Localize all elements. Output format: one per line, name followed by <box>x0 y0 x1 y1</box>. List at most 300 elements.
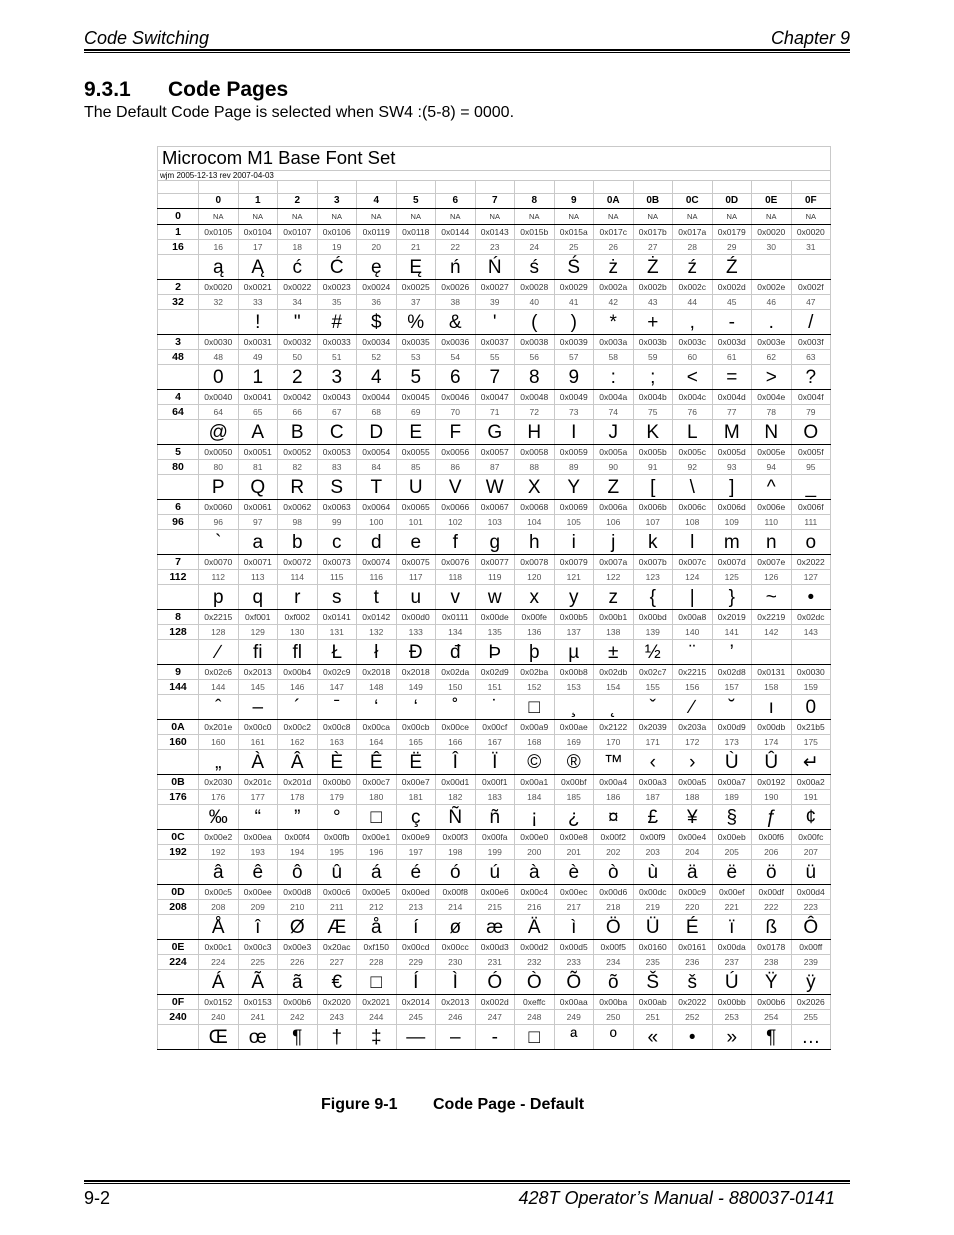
decimal-cell: 44 <box>673 295 713 310</box>
decimal-cell: 122 <box>594 570 634 585</box>
glyph-cell: ł <box>357 640 397 665</box>
row-glyphs <box>158 860 831 885</box>
decimal-cell: 65 <box>238 405 278 420</box>
row-dec-label: 32 <box>158 295 199 310</box>
code-cell: 0x015b <box>515 225 555 240</box>
decimal-cell: 144 <box>199 680 239 695</box>
code-page-table-body <box>158 147 831 1050</box>
glyph-cell: 0 <box>199 365 239 390</box>
decimal-cell: 186 <box>594 790 634 805</box>
code-cell: 0x00a1 <box>515 775 555 790</box>
blank-cell <box>475 181 515 194</box>
decimal-cell: 27 <box>633 240 673 255</box>
code-cell: 0x00d2 <box>515 940 555 955</box>
code-cell: 0x00cf <box>475 720 515 735</box>
row-hex-label: 9 <box>158 665 199 680</box>
code-cell: 0x2020 <box>317 995 357 1010</box>
decimal-cell: 161 <box>238 735 278 750</box>
glyph-cell: Ń <box>475 255 515 280</box>
row-dec-label: 128 <box>158 625 199 640</box>
code-cell: 0x002a <box>594 280 634 295</box>
column-header: 4 <box>357 194 397 209</box>
column-header: 0E <box>752 194 792 209</box>
decimal-cell: 108 <box>673 515 713 530</box>
decimal-cell: 216 <box>515 900 555 915</box>
table-title: Microcom M1 Base Font Set <box>158 147 831 171</box>
glyph-cell: s <box>317 585 357 610</box>
glyph-cell: ↵ <box>791 750 831 775</box>
decimal-cell: 224 <box>199 955 239 970</box>
decimal-cell: 238 <box>752 955 792 970</box>
code-cell: 0x20ac <box>317 940 357 955</box>
code-cell: 0x0042 <box>278 390 318 405</box>
code-cell: 0x2013 <box>436 995 476 1010</box>
decimal-cell: 59 <box>633 350 673 365</box>
decimal-cell: 199 <box>475 845 515 860</box>
glyph-cell: ÿ <box>791 970 831 995</box>
decimal-cell: 48 <box>199 350 239 365</box>
code-cell: 0x003f <box>791 335 831 350</box>
code-cell: 0x2215 <box>199 610 239 625</box>
row-glyphs <box>158 805 831 830</box>
glyph-cell: 2 <box>278 365 318 390</box>
code-cell: 0x00b8 <box>554 665 594 680</box>
glyph-cell: □ <box>515 1025 555 1050</box>
glyph-cell: F <box>436 420 476 445</box>
decimal-cell: 150 <box>436 680 476 695</box>
code-cell: 0x02d9 <box>475 665 515 680</box>
code-cell: 0x00f1 <box>475 775 515 790</box>
code-cell: 0x00bd <box>633 610 673 625</box>
decimal-cell: 76 <box>673 405 713 420</box>
glyph-cell: @ <box>199 420 239 445</box>
code-cell: 0xf001 <box>238 610 278 625</box>
code-cell: 0x21b5 <box>791 720 831 735</box>
code-cell: 0x0035 <box>396 335 436 350</box>
decimal-cell: 52 <box>357 350 397 365</box>
decimal-cell: 239 <box>791 955 831 970</box>
decimal-cell: 90 <box>594 460 634 475</box>
code-cell: NA <box>791 209 831 225</box>
decimal-cell: 252 <box>673 1010 713 1025</box>
glyph-cell: ﬂ <box>278 640 318 665</box>
glyph-cell: Ź <box>712 255 752 280</box>
row-hex-label: 4 <box>158 390 199 405</box>
code-cell: 0x0057 <box>475 445 515 460</box>
decimal-cell: 83 <box>317 460 357 475</box>
decimal-cell: 140 <box>673 625 713 640</box>
row-label-spacer <box>158 750 199 775</box>
code-cell: 0x006f <box>791 500 831 515</box>
code-cell: 0x0106 <box>317 225 357 240</box>
glyph-cell: Œ <box>199 1025 239 1050</box>
glyph-cell: = <box>712 365 752 390</box>
code-cell: 0x004e <box>752 390 792 405</box>
code-cell: 0x0074 <box>357 555 397 570</box>
code-cell: 0x02d8 <box>712 665 752 680</box>
glyph-cell: Ł <box>317 640 357 665</box>
decimal-cell: 197 <box>396 845 436 860</box>
code-cell: 0x00c7 <box>357 775 397 790</box>
decimal-cell: 35 <box>317 295 357 310</box>
glyph-cell: Ô <box>791 915 831 940</box>
code-cell: 0x00d0 <box>396 610 436 625</box>
row-glyphs <box>158 915 831 940</box>
glyph-cell: ã <box>278 970 318 995</box>
glyph-cell: Ë <box>396 750 436 775</box>
code-cell: 0x2013 <box>238 665 278 680</box>
code-cell: 0x00d3 <box>475 940 515 955</box>
code-cell: 0x00e4 <box>673 830 713 845</box>
decimal-cell: 22 <box>436 240 476 255</box>
glyph-cell: – <box>436 1025 476 1050</box>
code-cell: 0x00da <box>712 940 752 955</box>
decimal-cell: 240 <box>199 1010 239 1025</box>
code-cell: 0x0064 <box>357 500 397 515</box>
decimal-cell: 148 <box>357 680 397 695</box>
code-cell: 0x2215 <box>673 665 713 680</box>
code-cell: 0x2219 <box>752 610 792 625</box>
decimal-cell: 250 <box>594 1010 634 1025</box>
decimal-cell: 129 <box>238 625 278 640</box>
code-cell: 0x0061 <box>238 500 278 515</box>
decimal-cell: 145 <box>238 680 278 695</box>
glyph-cell: È <box>317 750 357 775</box>
code-cell: 0x00c2 <box>278 720 318 735</box>
code-cell: 0x00c9 <box>673 885 713 900</box>
decimal-cell: 230 <box>436 955 476 970</box>
glyph-cell: À <box>238 750 278 775</box>
code-cell: 0x00f3 <box>436 830 476 845</box>
glyph-cell: â <box>199 860 239 885</box>
decimal-cell: 191 <box>791 790 831 805</box>
row-label-spacer <box>158 530 199 555</box>
glyph-cell: Î <box>436 750 476 775</box>
glyph-cell: ü <box>791 860 831 885</box>
decimal-cell: 38 <box>436 295 476 310</box>
decimal-cell: 77 <box>712 405 752 420</box>
column-header: 0C <box>673 194 713 209</box>
glyph-cell: ) <box>554 310 594 335</box>
row-hex-label: 0A <box>158 720 199 735</box>
code-cell: 0x00eb <box>712 830 752 845</box>
code-cell: 0x00c3 <box>238 940 278 955</box>
row-codes <box>158 335 831 350</box>
glyph-cell: õ <box>594 970 634 995</box>
glyph-cell: . <box>752 310 792 335</box>
glyph-cell: L <box>673 420 713 445</box>
glyph-cell: Õ <box>554 970 594 995</box>
decimal-cell: 225 <box>238 955 278 970</box>
row-glyphs <box>158 750 831 775</box>
glyph-cell: º <box>594 1025 634 1050</box>
decimal-cell: 134 <box>436 625 476 640</box>
code-cell: 0x004b <box>633 390 673 405</box>
glyph-cell: v <box>436 585 476 610</box>
decimal-cell: 70 <box>436 405 476 420</box>
code-cell: 0x0066 <box>436 500 476 515</box>
code-cell: 0x00f9 <box>633 830 673 845</box>
decimal-cell: 138 <box>594 625 634 640</box>
glyph-cell: W <box>475 475 515 500</box>
code-cell: 0x006d <box>712 500 752 515</box>
glyph-cell: R <box>278 475 318 500</box>
code-cell: 0x0118 <box>396 225 436 240</box>
page-number: 9-2 <box>84 1188 111 1208</box>
row-decimals <box>158 295 831 310</box>
glyph-cell: 1 <box>238 365 278 390</box>
code-cell: 0x00d9 <box>712 720 752 735</box>
glyph-cell: q <box>238 585 278 610</box>
decimal-cell: 160 <box>199 735 239 750</box>
decimal-cell: 189 <box>712 790 752 805</box>
decimal-cell: 46 <box>752 295 792 310</box>
column-header: 2 <box>278 194 318 209</box>
code-cell: 0x00e0 <box>515 830 555 845</box>
code-cell: 0x0027 <box>475 280 515 295</box>
glyph-cell: ï <box>712 915 752 940</box>
code-cell: NA <box>673 209 713 225</box>
blank-row <box>158 181 831 194</box>
code-cell: 0x00cd <box>396 940 436 955</box>
code-cell: 0x00c6 <box>317 885 357 900</box>
code-cell: 0x00a5 <box>673 775 713 790</box>
blank-cell <box>791 181 831 194</box>
code-cell: 0x0039 <box>554 335 594 350</box>
row-glyphs <box>158 255 831 280</box>
code-cell: 0x02ba <box>515 665 555 680</box>
decimal-cell: 63 <box>791 350 831 365</box>
manual-title: 428T Operator’s Manual - 880037-0141 <box>518 1188 835 1208</box>
row-hex-label: 7 <box>158 555 199 570</box>
column-header: 7 <box>475 194 515 209</box>
code-cell: NA <box>515 209 555 225</box>
decimal-cell: 255 <box>791 1010 831 1025</box>
code-cell: 0x2018 <box>357 665 397 680</box>
decimal-cell: 228 <box>357 955 397 970</box>
decimal-cell: 223 <box>791 900 831 915</box>
row-codes <box>158 555 831 570</box>
row-0 <box>158 209 831 225</box>
decimal-cell: 123 <box>633 570 673 585</box>
decimal-cell: 130 <box>278 625 318 640</box>
glyph-cell: Z <box>594 475 634 500</box>
glyph-cell: ç <box>396 805 436 830</box>
decimal-cell: 117 <box>396 570 436 585</box>
glyph-cell: ú <box>475 860 515 885</box>
code-cell: 0x007c <box>673 555 713 570</box>
code-cell: 0x2122 <box>594 720 634 735</box>
code-cell: 0x002f <box>791 280 831 295</box>
code-cell: 0x0020 <box>199 280 239 295</box>
glyph-cell: 3 <box>317 365 357 390</box>
code-cell: 0x017b <box>633 225 673 240</box>
glyph-cell: ë <box>712 860 752 885</box>
code-cell: 0x007d <box>712 555 752 570</box>
code-cell: 0x0078 <box>515 555 555 570</box>
glyph-cell: Ì <box>436 970 476 995</box>
code-cell: 0x0076 <box>436 555 476 570</box>
code-cell: 0x0131 <box>752 665 792 680</box>
code-cell: 0x00a9 <box>515 720 555 735</box>
glyph-cell: Ð <box>396 640 436 665</box>
section-intro: The Default Code Page is selected when SW4 :(5-8) = 0000. <box>84 104 515 121</box>
glyph-cell: ¨ <box>673 640 713 665</box>
row-codes <box>158 390 831 405</box>
decimal-cell: 204 <box>673 845 713 860</box>
decimal-cell: 43 <box>633 295 673 310</box>
code-cell: 0x00b6 <box>278 995 318 1010</box>
code-cell: 0x0065 <box>396 500 436 515</box>
glyph-cell <box>752 640 792 665</box>
code-cell: NA <box>238 209 278 225</box>
code-cell: 0x00f6 <box>752 830 792 845</box>
glyph-cell: ¸ <box>554 695 594 720</box>
row-dec-label: 160 <box>158 735 199 750</box>
row-codes <box>158 445 831 460</box>
row-label-spacer <box>158 860 199 885</box>
code-cell: 0x00ea <box>238 830 278 845</box>
code-cell: 0x0077 <box>475 555 515 570</box>
code-cell: 0x00ef <box>712 885 752 900</box>
code-cell: 0x00e9 <box>396 830 436 845</box>
code-cell: 0x2018 <box>396 665 436 680</box>
code-cell: 0x003a <box>594 335 634 350</box>
decimal-cell: 119 <box>475 570 515 585</box>
code-cell: 0x0068 <box>515 500 555 515</box>
code-cell: 0x0032 <box>278 335 318 350</box>
decimal-cell: 227 <box>317 955 357 970</box>
decimal-cell: 152 <box>515 680 555 695</box>
glyph-cell: Ê <box>357 750 397 775</box>
code-cell: 0x0059 <box>554 445 594 460</box>
row-glyphs <box>158 695 831 720</box>
code-cell: 0x2014 <box>396 995 436 1010</box>
decimal-cell: 55 <box>475 350 515 365</box>
column-header: 0D <box>712 194 752 209</box>
glyph-cell: ö <box>752 860 792 885</box>
code-cell: 0x005d <box>712 445 752 460</box>
decimal-cell: 53 <box>396 350 436 365</box>
code-cell: NA <box>752 209 792 225</box>
glyph-cell: ą <box>199 255 239 280</box>
row-label-spacer <box>158 695 199 720</box>
code-cell: 0x00ec <box>554 885 594 900</box>
decimal-cell: 171 <box>633 735 673 750</box>
code-cell: 0x00cc <box>436 940 476 955</box>
code-cell: 0x002b <box>633 280 673 295</box>
glyph-cell: e <box>396 530 436 555</box>
glyph-cell: ê <box>238 860 278 885</box>
code-cell: 0x00c8 <box>317 720 357 735</box>
decimal-cell: 170 <box>594 735 634 750</box>
code-cell: 0x00a8 <box>673 610 713 625</box>
row-glyphs <box>158 1025 831 1050</box>
glyph-cell: ‹ <box>633 750 673 775</box>
glyph-cell: ( <box>515 310 555 335</box>
decimal-cell: 193 <box>238 845 278 860</box>
decimal-cell: 118 <box>436 570 476 585</box>
code-cell: 0x0107 <box>278 225 318 240</box>
decimal-cell: 74 <box>594 405 634 420</box>
decimal-cell: 18 <box>278 240 318 255</box>
code-cell: 0x0052 <box>278 445 318 460</box>
decimal-cell: 157 <box>712 680 752 695</box>
code-cell: 0x201c <box>238 775 278 790</box>
glyph-cell: ¿ <box>554 805 594 830</box>
code-cell: 0x0026 <box>436 280 476 295</box>
code-cell: 0x006c <box>673 500 713 515</box>
glyph-cell: ˆ <box>199 695 239 720</box>
glyph-cell: Ù <box>712 750 752 775</box>
decimal-cell: 19 <box>317 240 357 255</box>
code-cell: 0x007e <box>752 555 792 570</box>
decimal-cell: 31 <box>791 240 831 255</box>
decimal-cell: 141 <box>712 625 752 640</box>
code-cell: 0x00b4 <box>278 665 318 680</box>
code-cell: 0x004f <box>791 390 831 405</box>
glyph-cell: ˘ <box>712 695 752 720</box>
glyph-cell: Å <box>199 915 239 940</box>
decimal-cell: 248 <box>515 1010 555 1025</box>
glyph-cell: û <box>317 860 357 885</box>
glyph-cell: ∕ <box>673 695 713 720</box>
row-decimals <box>158 515 831 530</box>
decimal-cell: 249 <box>554 1010 594 1025</box>
glyph-cell: 0 <box>791 695 831 720</box>
code-cell: NA <box>278 209 318 225</box>
blank-cell <box>317 181 357 194</box>
code-cell: 0x0192 <box>752 775 792 790</box>
row-decimals <box>158 680 831 695</box>
code-cell: 0x2030 <box>199 775 239 790</box>
decimal-cell: 205 <box>712 845 752 860</box>
glyph-cell: Ò <box>515 970 555 995</box>
glyph-cell: E <box>396 420 436 445</box>
decimal-cell: 166 <box>436 735 476 750</box>
code-cell: 0x00e6 <box>475 885 515 900</box>
glyph-cell: U <box>396 475 436 500</box>
column-header: 3 <box>317 194 357 209</box>
glyph-cell: Y <box>554 475 594 500</box>
code-cell: 0x0021 <box>238 280 278 295</box>
decimal-cell: 173 <box>712 735 752 750</box>
decimal-cell: 128 <box>199 625 239 640</box>
glyph-cell: © <box>515 750 555 775</box>
font-set-figure <box>157 146 830 1050</box>
column-header: 8 <box>515 194 555 209</box>
glyph-cell: “ <box>238 805 278 830</box>
code-page-table <box>157 146 831 1050</box>
decimal-cell: 109 <box>712 515 752 530</box>
code-cell: 0x0141 <box>317 610 357 625</box>
decimal-cell: 47 <box>791 295 831 310</box>
glyph-cell: > <box>752 365 792 390</box>
decimal-cell: 97 <box>238 515 278 530</box>
blank-cell <box>752 181 792 194</box>
row-codes <box>158 720 831 735</box>
code-cell: 0x0058 <box>515 445 555 460</box>
decimal-cell: 200 <box>515 845 555 860</box>
code-cell: 0x0037 <box>475 335 515 350</box>
decimal-cell: 210 <box>278 900 318 915</box>
decimal-cell: 93 <box>712 460 752 475</box>
code-cell: 0x0071 <box>238 555 278 570</box>
decimal-cell: 234 <box>594 955 634 970</box>
table-title-row <box>158 147 831 171</box>
blank-cell <box>594 181 634 194</box>
code-cell: 0x0160 <box>633 940 673 955</box>
